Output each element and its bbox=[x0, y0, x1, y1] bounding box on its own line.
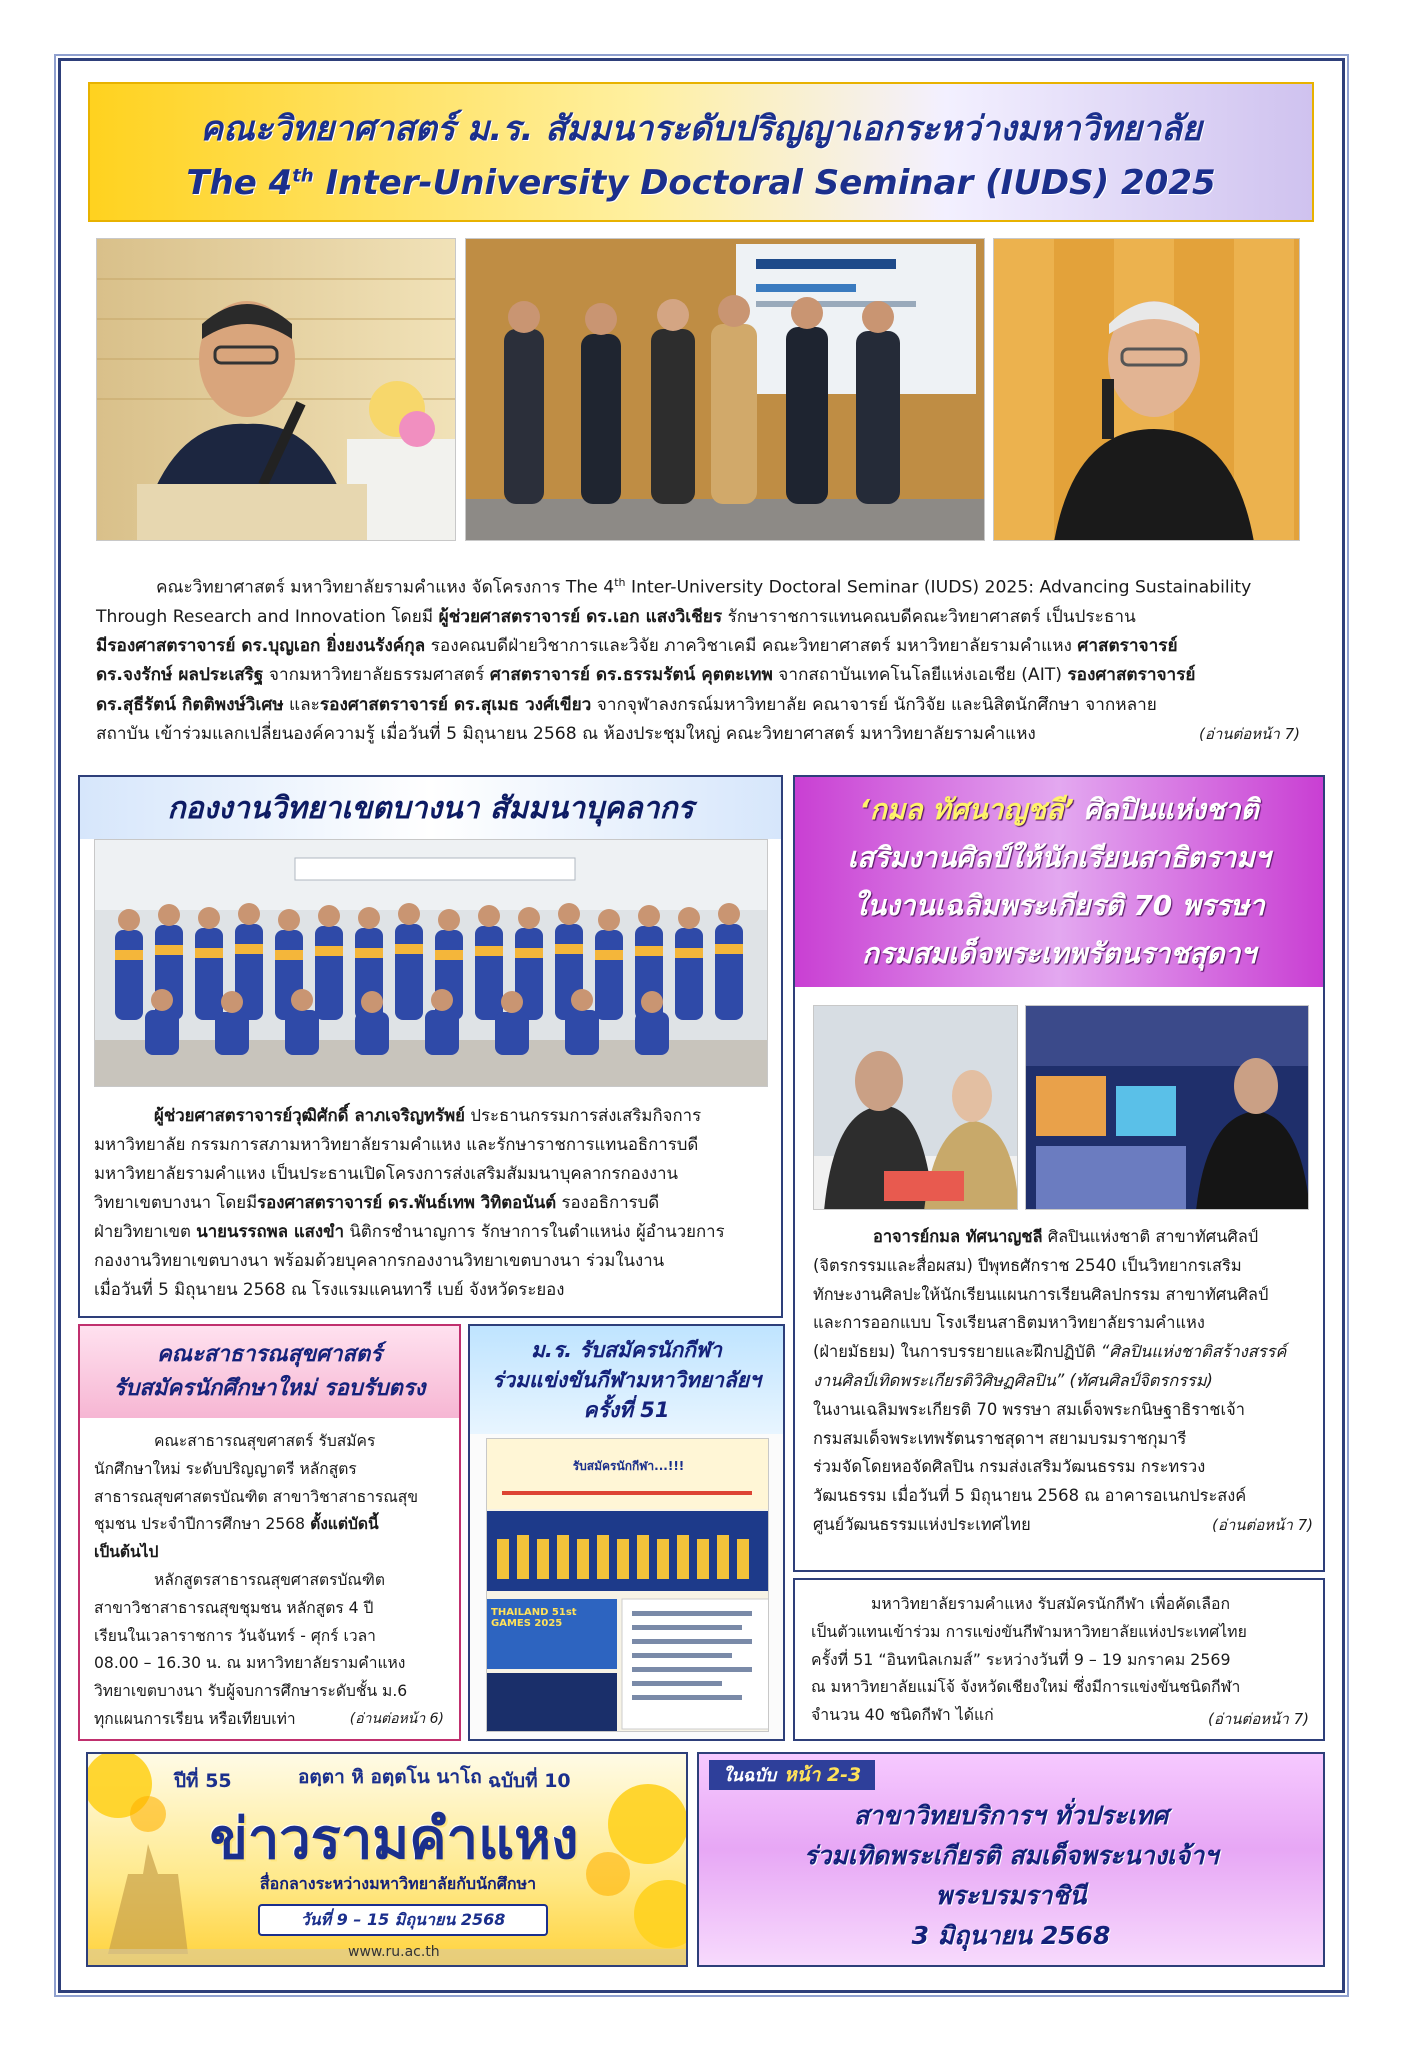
read-more-link[interactable]: (อ่านต่อหน้า 6) bbox=[349, 1710, 444, 1727]
artist-body: อาจารย์กมล ทัศนาญชลี ศิลปินแห่งชาติ สาขาทัศนศิลป์ (จิตรกรรมและสื่อผสม) ปีพุทธศักราช 2540 เป็นวิทยากรเสริม ทักษะงานศิลปะให้นักเรียนแผนการเรียนศิลปกรรม สาขาทัศนศิลป์ และการออกแบบ โรงเรียนสาธิตมหาวิทยาลัยรามคำแหง (ฝ่ายมัธยม) ในการบรรยายและฝึกปฏิบัติ “ศิลปินแห่งชาติสร้างสรรค์ งานศิลป์เทิดพระเกียรติวิศิษฏศิลปิน” (ทัศนศิลป์จิตรกรรม) ในงานเฉลิมพระเกียรติ 70 พรรษา สมเด็จพระกนิษฐาธิราชเจ้า กรมสมเด็จพระเทพรัตนราชสุดาฯ สยามบรมราชกุมารี ร่วมจัดโดยหอจัดศิลปิน กรมส่งเสริมวัฒนธรรม กระทรวง วัฒนธรรม เมื่อวันที่ 5 มิถุนายน 2568 ณ อาคารอเนกประสงค์ ศูนย์วัฒนธรรมแห่งประเทศไทย (อ่านต่อหน้า 7) bbox=[813, 1223, 1313, 1540]
headline-banner bbox=[88, 82, 1314, 222]
bangna-article bbox=[78, 775, 783, 1318]
masthead-tagline: สื่อกลางระหว่างมหาวิทยาลัยกับนักศึกษา bbox=[259, 1874, 537, 1893]
inside-headline: สาขาวิทยบริการฯ ทั่วประเทศ ร่วมเทิดพระเกียรติ สมเด็จพระนางเจ้าฯ พระบรมราชินี 3 มิถุนายน 2568 bbox=[803, 1801, 1219, 1950]
read-more-link[interactable]: (อ่านต่อหน้า 7) bbox=[1211, 1515, 1313, 1534]
masthead-date: วันที่ 9 – 15 มิถุนายน 2568 bbox=[258, 1904, 548, 1936]
public-health-article bbox=[78, 1324, 461, 1741]
top-story-line: Through Research and Innovation โดยมี ผู้ช่วยศาสตราจารย์ ดร.เอก แสงวิเชียร รักษาราชการแทนคณบดีคณะวิทยาศาสตร์ เป็นประธาน bbox=[96, 606, 1136, 627]
top-story-line: สถาบัน เข้าร่วมแลกเปลี่ยนองค์ความรู้ เมื่อวันที่ 5 มิถุนายน 2568 ณ ห้องประชุมใหญ่ คณะวิทยาศาสตร์ มหาวิทยาลัยรามคำแหง (อ่านต่อหน้า 7) bbox=[96, 720, 1300, 749]
masthead-year: ปีที่ 55 bbox=[174, 1770, 232, 1792]
photo-staff-group bbox=[94, 839, 768, 1087]
poster-games-label: THAILAND 51st GAMES 2025 bbox=[491, 1607, 577, 1629]
photo-elder-speaker bbox=[993, 238, 1300, 541]
read-more-link[interactable]: (อ่านต่อหน้า 7) bbox=[1207, 1710, 1309, 1728]
top-story bbox=[96, 568, 1300, 749]
masthead-issue: ฉบับที่ 10 bbox=[488, 1770, 571, 1792]
athletes-article bbox=[793, 1578, 1325, 1741]
top-story-line: คณะวิทยาศาสตร์ มหาวิทยาลัยรามคำแหง จัดโครงการ The 4th Inter-University Doctoral Seminar (IUDS) 2025: Advancing Sustainability bbox=[156, 576, 1252, 598]
masthead-name: ข่าวรามคำแหง bbox=[209, 1807, 579, 1872]
top-story-line: ดร.สุธีรัตน์ กิตติพงษ์วิเศษ และรองศาสตราจารย์ ดร.สุเมธ วงศ์เขียว จากจุฬาลงกรณ์มหาวิทยาลัย คณาจารย์ นักวิจัย และนิสิตนักศึกษา จากหลาย bbox=[96, 694, 1157, 715]
athletes-poster bbox=[468, 1324, 785, 1741]
public-health-body: คณะสาธารณสุขศาสตร์ รับสมัคร นักศึกษาใหม่ ระดับปริญญาตรี หลักสูตร สาธารณสุขศาสตรบัณฑิต สาขาวิชาสาธารณสุข ชุมชน ประจำปีการศึกษา 2568 ตั้งแต่บัดนี้ เป็นต้นไป หลักสูตรสาธารณสุขศาสตรบัณฑิต สาขาวิชาสาธารณสุขชุมชน หลักสูตร 4 ปี เรียนในเวลาราชการ วันจันทร์ - ศุกร์ เวลา 08.00 – 16.30 น. ณ มหาวิทยาลัยรามคำแหง วิทยาเขตบางนา รับผู้จบการศึกษาระดับชั้น ม.6 ทุกแผนการเรียน หรือเทียบเท่า (อ่านต่อหน้า 6) bbox=[94, 1428, 444, 1734]
artist-article bbox=[793, 775, 1325, 1572]
bangna-body: ผู้ช่วยศาสตราจารย์วุฒิศักดิ์ ลาภเจริญทรัพย์ ประธานกรรมการส่งเสริมกิจการ มหาวิทยาลัย กรรมการสภามหาวิทยาลัยรามคำแหง และรักษาราชการแทนอธิการบดี มหาวิทยาลัยรามคำแหง เป็นประธานเปิดโครงการส่งเสริมสัมมนาบุคลากรกองงาน วิทยาเขตบางนา โดยมีรองศาสตราจารย์ ดร.พันธ์เทพ วิทิตอนันต์ รองอธิการบดี ฝ่ายวิทยาเขต นายนรรถพล แสงขำ นิติกรชำนาญการ รักษาการในตำแหน่ง ผู้อำนวยการ กองงานวิทยาเขตบางนา พร้อมด้วยบุคลากรกองงานวิทยาเขตบางนา ร่วมในงาน เมื่อวันที่ 5 มิถุนายน 2568 ณ โรงแรมแคนทารี เบย์ จังหวัดระยอง bbox=[94, 1105, 725, 1299]
photo-artist-teaching bbox=[813, 1005, 1018, 1210]
artist-title: ‘กมล ทัศนาญชลี’ ศิลปินแห่งชาติ เสริมงานศิลป์ให้นักเรียนสาธิตรามฯ ในงานเฉลิมพระเกียรติ 70 พรรษา กรมสมเด็จพระเทพรัตนราชสุดาฯ bbox=[795, 777, 1323, 987]
headline-thai: คณะวิทยาศาสตร์ ม.ร. สัมมนาระดับปริญญาเอกระหว่างมหาวิทยาลัย bbox=[200, 109, 1202, 149]
athletes-title: ม.ร. รับสมัครนักกีฬา ร่วมแข่งขันกีฬามหาวิทยาลัยฯ ครั้งที่ 51 bbox=[470, 1326, 783, 1434]
inside-tag: ในฉบับ หน้า 2-3 bbox=[709, 1760, 875, 1790]
photo-group-guests bbox=[465, 238, 985, 541]
poster-headline: รับสมัครนักกีฬา...!!! bbox=[572, 1459, 685, 1473]
bangna-title: กองงานวิทยาเขตบางนา สัมมนาบุคลากร bbox=[80, 777, 781, 839]
top-story-line: มีรองศาสตราจารย์ ดร.บุญเอก ยิ่งยงนรังค์กุล รองคณบดีฝ่ายวิชาการและวิจัย ภาควิชาเคมี คณะวิทยาศาสตร์ มหาวิทยาลัยรามคำแหง ศาสตราจารย์ bbox=[96, 636, 1178, 657]
photo-speaker-podium bbox=[96, 238, 456, 541]
masthead bbox=[86, 1752, 688, 1967]
masthead-url[interactable]: www.ru.ac.th bbox=[348, 1944, 440, 1960]
inside-teaser bbox=[697, 1752, 1325, 1967]
masthead-motto: อตฺตา หิ อตฺตโน นาโถ bbox=[298, 1766, 482, 1788]
public-health-title: คณะสาธารณสุขศาสตร์ รับสมัครนักศึกษาใหม่ รอบรับตรง bbox=[80, 1326, 459, 1418]
photo-artist-gallery bbox=[1025, 1005, 1309, 1210]
top-story-line: ดร.จงรักษ์ ผลประเสริฐ จากมหาวิทยาลัยธรรมศาสตร์ ศาสตราจารย์ ดร.ธรรมรัตน์ คุตตะเทพ จากสถาบันเทคโนโลยีแห่งเอเชีย (AIT) รองศาสตราจารย์ bbox=[96, 665, 1196, 686]
athletes-poster-image bbox=[486, 1438, 769, 1732]
read-more-link[interactable]: (อ่านต่อหน้า 7) bbox=[1198, 724, 1300, 743]
athletes-body: มหาวิทยาลัยรามคำแหง รับสมัครนักกีฬา เพื่อคัดเลือก เป็นตัวแทนเข้าร่วม การแข่งขันกีฬามหาวิทยาลัยแห่งประเทศไทย ครั้งที่ 51 “อินทนิลเกมส์” ระหว่างวันที่ 9 – 19 มกราคม 2569 ณ มหาวิทยาลัยแม่โจ้ จังหวัดเชียงใหม่ ซึ่งมีการแข่งขันชนิดกีฬา จำนวน 40 ชนิดกีฬา ได้แก่ bbox=[811, 1594, 1247, 1725]
headline-english: The 4th Inter-University Doctoral Seminar (IUDS) 2025 bbox=[186, 163, 1216, 203]
